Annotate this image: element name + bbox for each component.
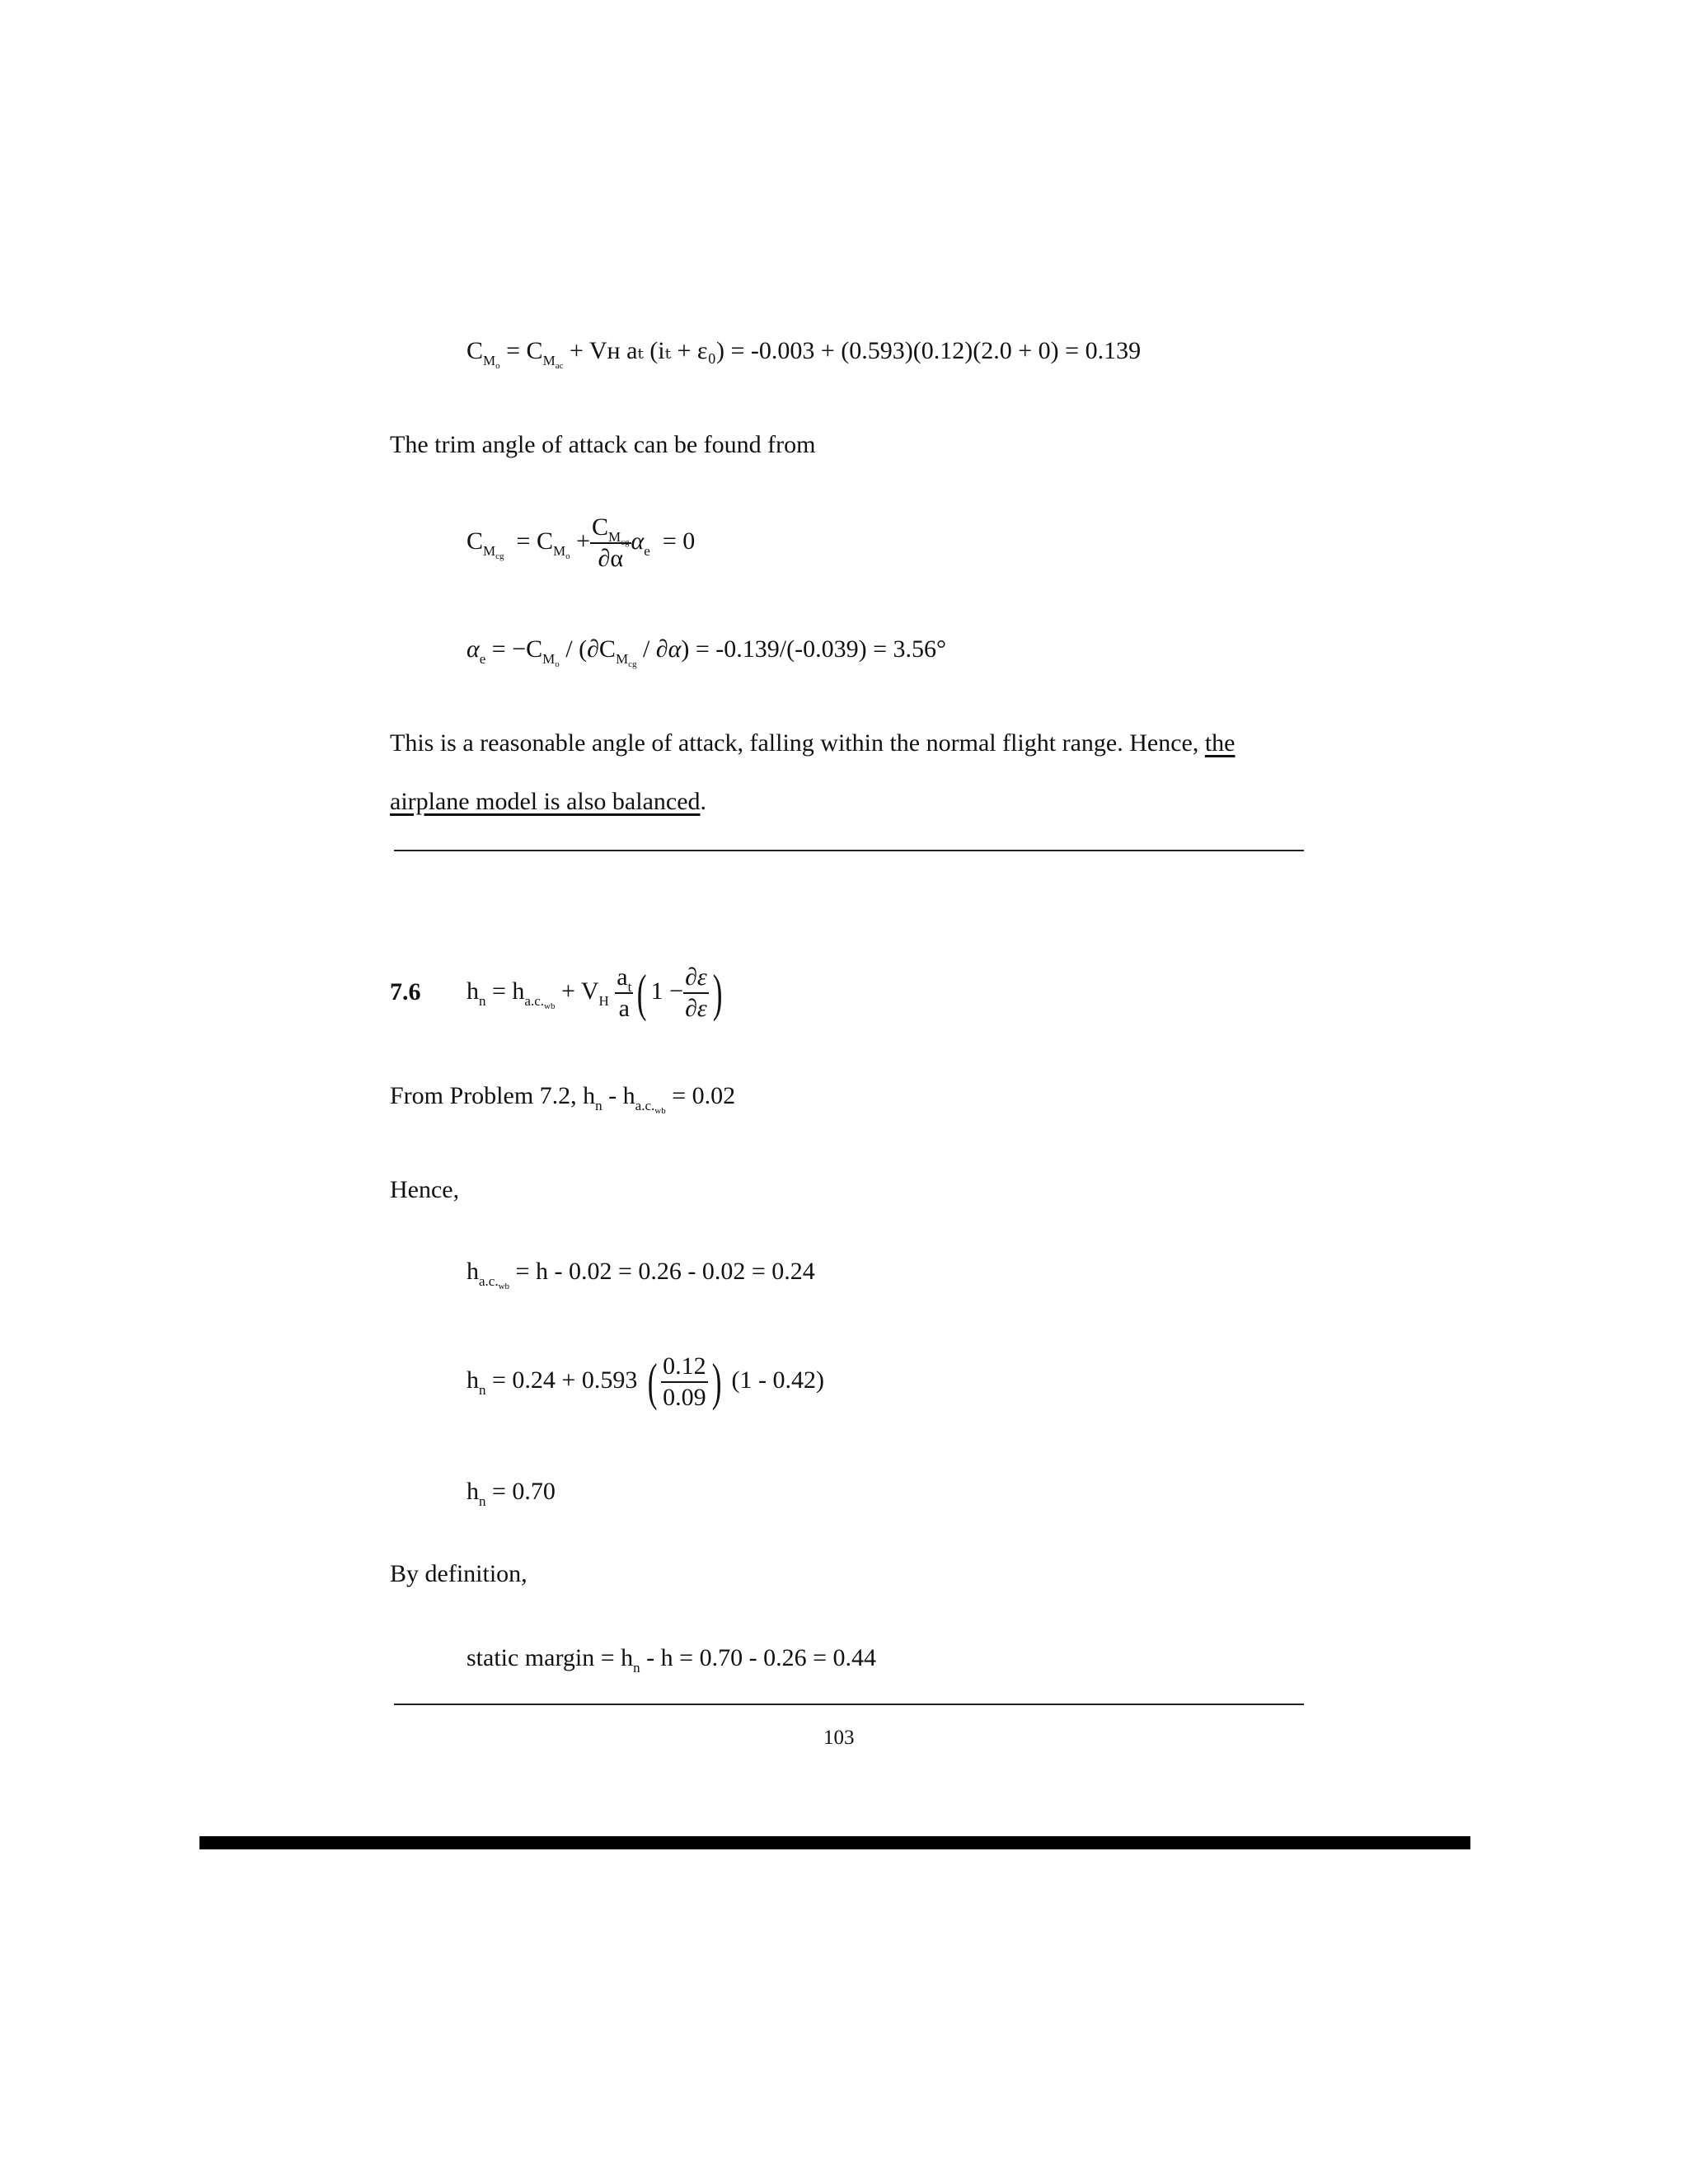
hn-calculation-prefix: = 0.24 + 0.593 xyxy=(492,1366,638,1394)
cmcg-derivative-fraction: $\frac{C_{M_{cg}}}{\partial\alpha}$ xyxy=(592,513,630,572)
hn-result: $h_n = 0.70$ xyxy=(467,1478,556,1509)
reasonable-angle-line-2 xyxy=(390,787,706,817)
page-bottom-bar xyxy=(199,1836,1470,1849)
problem-number: 7.6 xyxy=(390,978,421,1005)
by-definition-text: By definition, xyxy=(390,1560,528,1587)
cmcg-equation: $C_{M_{cg}} = C_{M_o}$ + $\frac{C_{M_{cg}}}{\partial\alpha}$ $\alpha_e = 0$ xyxy=(467,513,696,572)
reasonable-angle-text: This is a reasonable angle of attack, falling within the normal flight range. Hence, xyxy=(390,729,1205,757)
trim-intro-text: The trim angle of attack can be found from xyxy=(390,431,816,458)
static-margin-equation: static margin = $h_n - h = 0.70 - 0.26 = 0.44$ xyxy=(467,1644,876,1675)
hac-equation-rhs: = h - 0.02 = 0.26 - 0.02 = 0.24 xyxy=(515,1258,815,1285)
lift-slope-ratio-fraction: $\frac{a_t}{a}$ xyxy=(617,963,632,1022)
from-problem-text: From Problem 7.2, h xyxy=(390,1082,596,1109)
cmcg-equation-rhs: = 0 xyxy=(662,527,696,555)
balanced-conclusion-part-1: the xyxy=(1204,729,1236,757)
balanced-conclusion-period: . xyxy=(700,788,707,815)
alpha-trim-equation-rhs: = -0.139/(-0.039) = 3.56° xyxy=(695,635,947,663)
hn-calculation: $h_n = 0.24 + 0.593$ ( $\frac{0.12}{0.09}$ ) (1 - 0.42) xyxy=(467,1352,824,1411)
tail-lift-ratio-fraction xyxy=(661,1352,708,1413)
alpha-trim-equation: $\alpha_e = -C_{M_o} / (\partial C_{M_{cg}} / \partial\alpha) = -0.139/(-0.039) = 3.56^\circ$ xyxy=(467,635,947,669)
hn-calculation-suffix: (1 - 0.42) xyxy=(731,1366,824,1394)
section-divider-bottom xyxy=(394,1704,1304,1705)
page-number: 103 xyxy=(823,1727,855,1749)
static-margin-label: static margin = h xyxy=(467,1644,634,1671)
hn-result-value: = 0.70 xyxy=(492,1478,556,1505)
tail-lift-ratio-denominator: 0.09 xyxy=(663,1384,706,1411)
cm0-equation-rhs: + Vʜ aₜ (iₜ + ε₀) = -0.003 + (0.593)(0.12)(2.0 + 0) = 0.139 xyxy=(569,337,1142,364)
balanced-conclusion-part-2: airplane model is also balanced xyxy=(390,788,701,815)
downwash-derivative-fraction: $\frac{\partial\varepsilon}{\partial\varepsilon}$ xyxy=(685,963,707,1022)
cm0-equation: $C_{M_o} = C_{M_{ac}}$ + Vʜ aₜ (iₜ + ε₀) = -0.003 + (0.593)(0.12)(2.0 + 0) = 0.139 xyxy=(467,337,1142,371)
from-problem-value: = 0.02 xyxy=(672,1082,736,1109)
hac-equation: $h_{a.c._{wb}} = h - 0.02 = 0.26 - 0.02 = 0.24$ xyxy=(467,1258,815,1291)
section-divider-top xyxy=(394,850,1304,851)
hence-text: Hence, xyxy=(390,1176,460,1203)
from-problem-line: From Problem 7.2, $h_n - h_{a.c._{wb}} = 0.02$ xyxy=(390,1082,736,1116)
reasonable-angle-line-1 xyxy=(390,729,1235,758)
neutral-point-equation: $h_n = h_{a.c._{wb}} + V_H$ $\frac{a_t}{a}$ ( 1 − $\frac{\partial\varepsilon}{\partial\varepsilon}$ ) xyxy=(467,963,723,1022)
tail-lift-ratio-numerator: 0.12 xyxy=(661,1352,708,1383)
static-margin-rhs: - h = 0.70 - 0.26 = 0.44 xyxy=(640,1644,876,1671)
